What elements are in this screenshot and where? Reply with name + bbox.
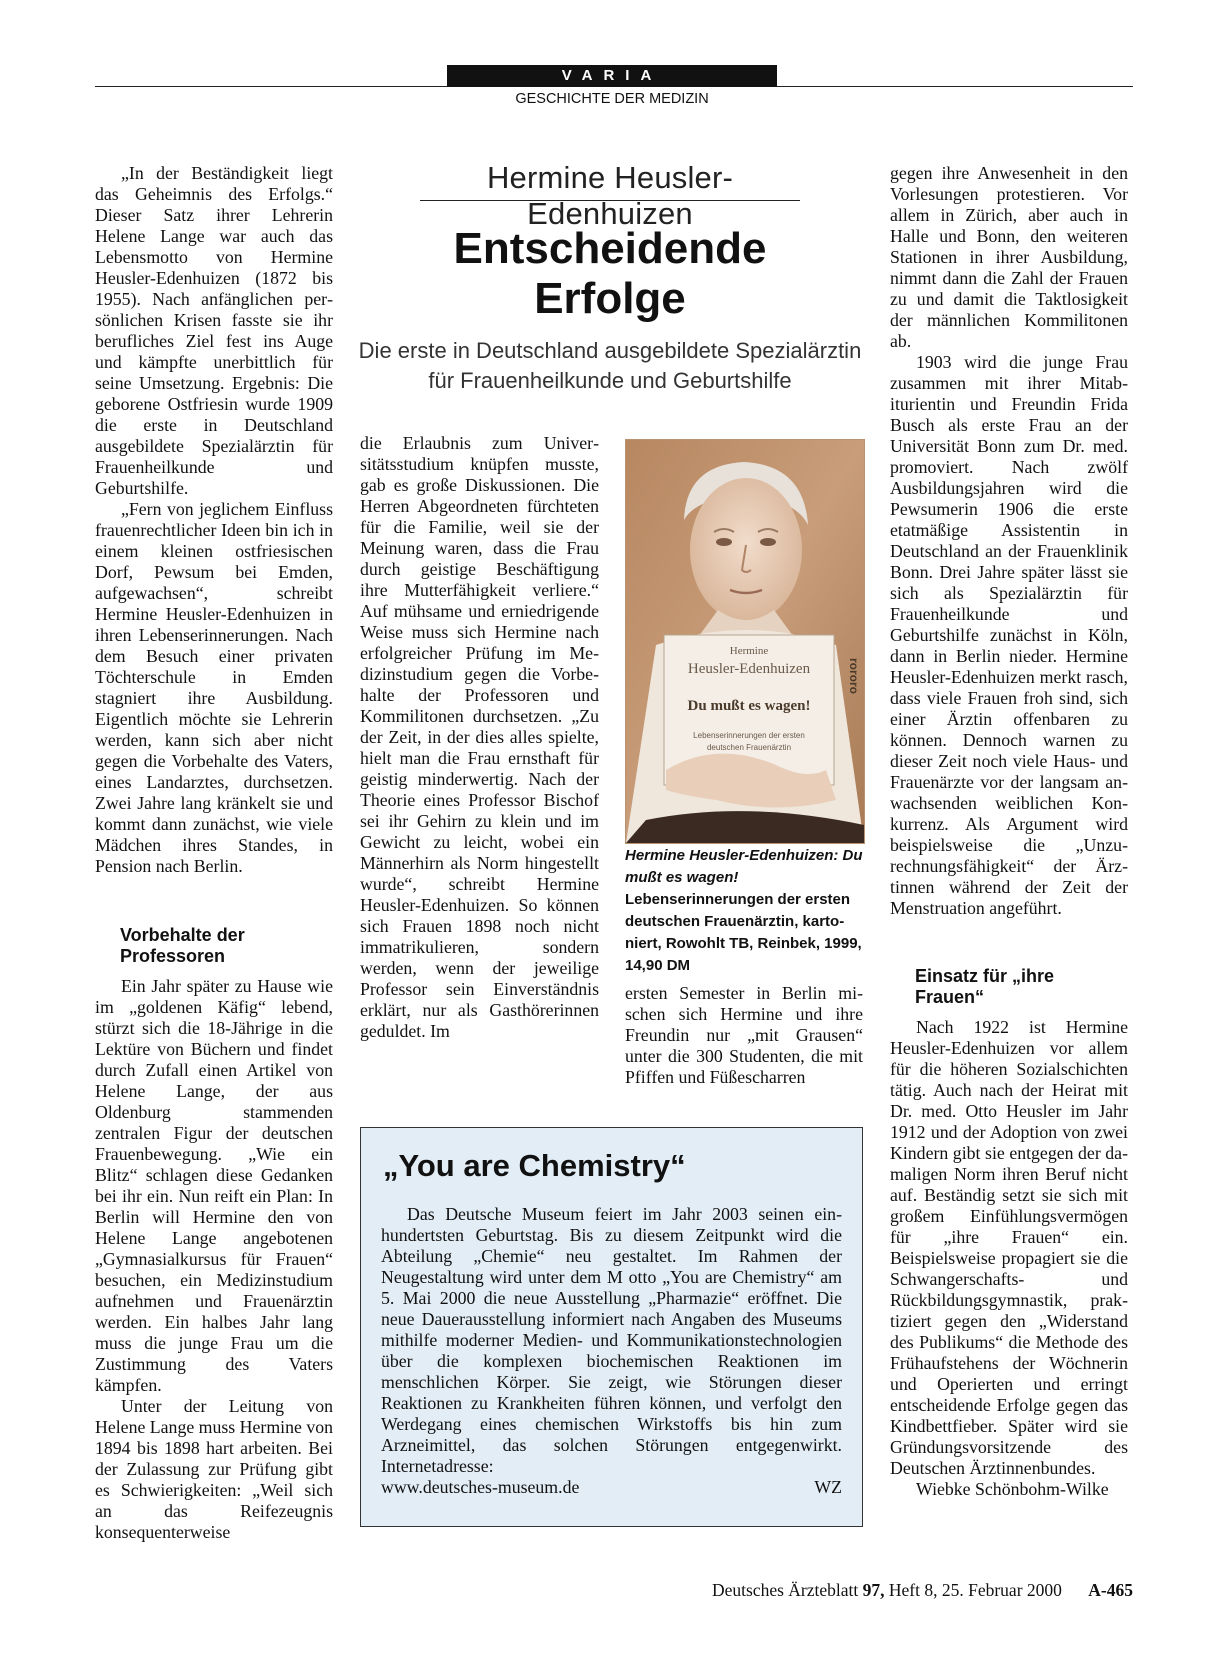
column-right-continued	[890, 1017, 1128, 1500]
journal-name: Deutsches Ärzteblatt	[711, 1580, 859, 1600]
subsection-label: GESCHICHTE DER MEDIZIN	[515, 91, 709, 107]
info-box-paragraph: Das Deutsche Museum feiert im Jahr 2003 seinen einhundertsten Geburtstag. Bis zu diesem Zeitpunkt wird die Abteilung „Chemie“ neu gestaltet. Im Rahmen der Neugestaltung wird unter dem M otto „You are Chemistry“ am 5. Mai 2000 die neue Ausstellung „Pharmazie“ eröffnet. Die neue Dauerausstellung informiert nach Angaben des Museums mithilfe moderner Medien- und Kommunikationstechnologien über die komplexen biochemischen Reaktionen im menschlichen Körper. Sie zeigt, wie Störungen dieser Reaktionen zu Krankheiten führen können, und verfolgt den Werdegang eines chemischen Wirkstoffs bis hin zum Arzneimittel, das solchen Störungen entgegenwirkt. Internetadresse:	[381, 1204, 842, 1476]
page-footer	[600, 1580, 1133, 1601]
journal-issue: Heft 8, 25. Februar 2000	[888, 1580, 1062, 1600]
column-left	[95, 163, 333, 877]
article-subtitle	[355, 336, 865, 396]
body-paragraph: Ein Jahr später zu Hause wie im „goldenen Käfig“ lebend, stürzt sich die 18-Jährige in die Lektüre von Büchern und findet durch Zufall einen Artikel von Helene Lange, der aus Oldenburg stammenden zentralen Figur der deutschen Frauenbewegung. „Wie ein Blitz“ schlagen diese Gedanken bei ihr ein. Nun reift ein Plan: In Berlin will Hermine den von Helene Lange angebotenen „Gymnasialkursus für Frauen“ besuchen, ein Medizinstudium aufnehmen und Frauenärztin werden. Ein halbes Jahr lang muss die junge Frau um die Zustimmung des Vaters kämpfen.	[95, 976, 333, 1395]
subheading-left: Vorbehalte der Professoren	[120, 925, 245, 966]
title-line-1: Entscheidende	[453, 224, 767, 273]
section-label-varia: VARIA	[447, 65, 777, 87]
body-paragraph: die Erlaubnis zum Universitätsstudium knüpfen musste, gab es große Diskussionen. Die Herren Abgeordneten fürchteten für die Familie, weil sie der Meinung waren, dass die Frau durch geistige Beschäftigung ihre Mutterfähigkeit verliere.“ Auf mühsame und erniedrigende Weise muss sich Hermine nach erfolgreicher Prüfung im Medizinstudium gegen die Vorbehalte der Professoren und Kommilitonen durchsetzen. „Zu der Zeit, in der dies alles spielte, hielt man die Frau ernsthaft für geistig minderwertig. Nach der Theorie eines Professor Bischof sei ihr Gehirn zu klein und im Gewicht zu leicht, wobei ein Männerhirn als Norm hingestellt wurde“, schreibt Hermine Heusler-Edenhuizen. So können sich Frauen 1898 noch nicht immatrikulieren, sondern werden, wenn der jeweilige Professor sein Einverständnis erklärt, nur als Gasthörerinnen geduldet. Im	[360, 433, 599, 1041]
info-box	[360, 1127, 863, 1527]
column-right	[890, 163, 1128, 919]
article-title	[360, 224, 860, 324]
page-number: A-465	[1088, 1580, 1133, 1600]
caption-book-reference: Hermine Heusler-Edenhuizen: Du mußt es wagen!	[625, 847, 863, 886]
publisher-mark: rororo	[847, 658, 861, 694]
subtitle-line-2: für Frauenheilkunde und Geburtshilfe	[428, 368, 792, 393]
author-initials: WZ	[814, 1477, 842, 1497]
body-paragraph: ersten Semester in Berlin mischen sich Hermine und ihre Freundin nur „mit Grausen“ unter die 300 Studenten, die mit Pfiffen und Füßescharren	[625, 983, 863, 1087]
book-subtitle-line-2: deutschen Frauenärztin	[706, 743, 792, 752]
info-box-body	[381, 1204, 842, 1498]
subtitle-line-1: Die erste in Deutschland ausgebildete Spezialärztin	[358, 338, 862, 363]
info-box-footer	[381, 1477, 842, 1498]
body-paragraph: „Fern von jeglichem Einfluss frauenrechtlicher Ideen bin ich in einem kleinen ostfriesischen Dorf, Pewsum bei Emden, aufgewachsen“, schreibt Hermine Heusler-Edenhuizen in ihren Lebenserinnerungen. Nach dem Besuch einer privaten Töchterschule in Emden stagniert ihre Ausbildung. Eigentlich möchte sie Lehrerin werden, kann sich aber nicht gegen die Vorbehalte des Vaters, eines Landarztes, durchsetzen. Zwei Jahre lang kränkelt sie und kommt dann zunächst, wie viele Mädchen ihres Standes, in Pension nach Berlin.	[95, 499, 333, 876]
book-author-line-1: Hermine	[729, 645, 769, 657]
body-paragraph: Nach 1922 ist Hermine Heusler-Edenhuizen vor allem für die höheren Sozialschichten tätig. Auch nach der Heirat mit Dr. med. Otto Heusler im Jahr 1912 und der Adoption von zwei Kindern gibt sie entgegen der damaligen Norm ihren Beruf nicht auf. Beständig setzt sie sich mit großem Einfühlungsvermögen für „ihre Frauen“ ein. Beispielsweise propagiert sie die Schwangerschafts- und Rückbildungsgymnastik, praktiziert gegen den „Widerstand des Publikums“ die Methode des Frühaufstehens der Wöchnerin und Operierten und erringt entscheidende Erfolge gegen das Kindbettfieber. Später wird sie Gründungsvorsitzende des Deutschen Ärztinnenbundes.	[890, 1017, 1128, 1478]
book-cover-photo	[625, 439, 865, 844]
body-paragraph: „In der Beständigkeit liegt das Geheimnis des Erfolgs.“ Dieser Satz ihrer Lehrerin Helene Lange war auch das Lebensmotto von Hermine Heusler-Edenhuizen (1872 bis 1955). Nach anfänglichen persönlichen Krisen fasste sie ihr berufliches Ziel fest ins Auge und kämpfte unerbittlich für seine Umsetzung. Ergebnis: Die geborene Ostfriesin wurde 1909 die erste in Deutschland ausgebildete Spezialärztin für Frauenheilkunde und Geburtshilfe.	[95, 163, 333, 498]
column-left-continued	[95, 976, 333, 1543]
book-title: Du mußt es wagen!	[687, 698, 811, 714]
museum-url-link[interactable]: www.deutsches-museum.de	[381, 1477, 580, 1497]
article-kicker: Hermine Heusler-Edenhuizen	[486, 160, 734, 231]
caption-book-details: Lebenserinnerungen der ersten deutschen Frauenärztin, kartoniert, Rowohlt TB, Reinbek, 1999, 14,90 DM	[625, 891, 862, 974]
photo-caption	[625, 845, 863, 977]
body-paragraph: 1903 wird die junge Frau zusammen mit ihrer Mitabiturientin und Freundin Frida Busch als erste Frau an der Universität Bonn zum Dr. med. promoviert. Nach zwölf Ausbildungsjahren wird die Pewsumerin 1906 die erste etatmäßige Assistentin in Deutschland an der Frauenklinik Bonn. Drei Jahre später lässt sie sich als Spezialärztin für Frauenheilkunde und Geburtshilfe zunächst in Köln, dann in Berlin nieder. Hermine Heusler-Edenhuizen merkt rasch, dass viele Frauen froh sind, sich einer Ärztin offenbaren zu können. Dennoch warnen zu dieser Zeit noch viele Haus- und Frauenärzte vor der langsam anwachsenden weiblichen Konkurrenz. Als Argument wird beispielsweise die „Unzurechnungsfähigkeit“ der Ärztinnen während der Zeit der Menstruation angeführt.	[890, 352, 1128, 918]
body-paragraph: gegen ihre Anwesenheit in den Vorlesungen protestieren. Vor allem in Zürich, aber auch in Halle und Bonn, den weiteren Stationen in ihrer Ausbildung, nimmt dann die Zahl der Frauen zu und damit die Taktlosigkeit der männlichen Kommilitonen ab.	[890, 163, 1128, 351]
column-middle	[360, 433, 599, 1042]
book-author-line-2: Heusler-Edenhuizen	[687, 661, 811, 677]
journal-volume: 97,	[862, 1580, 885, 1600]
kicker-rule	[420, 200, 800, 201]
subheading-right: Einsatz für „ihre Frauen“	[915, 966, 1055, 1007]
info-box-title: „You are Chemistry“	[383, 1148, 686, 1183]
author-signature: Wiebke Schönbohm-Wilke	[916, 1479, 1109, 1499]
body-paragraph: Unter der Leitung von Helene Lange muss Hermine von 1894 bis 1898 hart arbeiten. Bei der Zulassung zur Prüfung gibt es Schwierigkeiten: „Weil sich an das Reifezeugnis konsequenterweise	[95, 1396, 333, 1542]
title-line-2: Erfolge	[534, 274, 686, 323]
column-middle-right	[625, 983, 863, 1088]
book-subtitle-line-1: Lebenserinnerungen der ersten	[693, 731, 805, 740]
